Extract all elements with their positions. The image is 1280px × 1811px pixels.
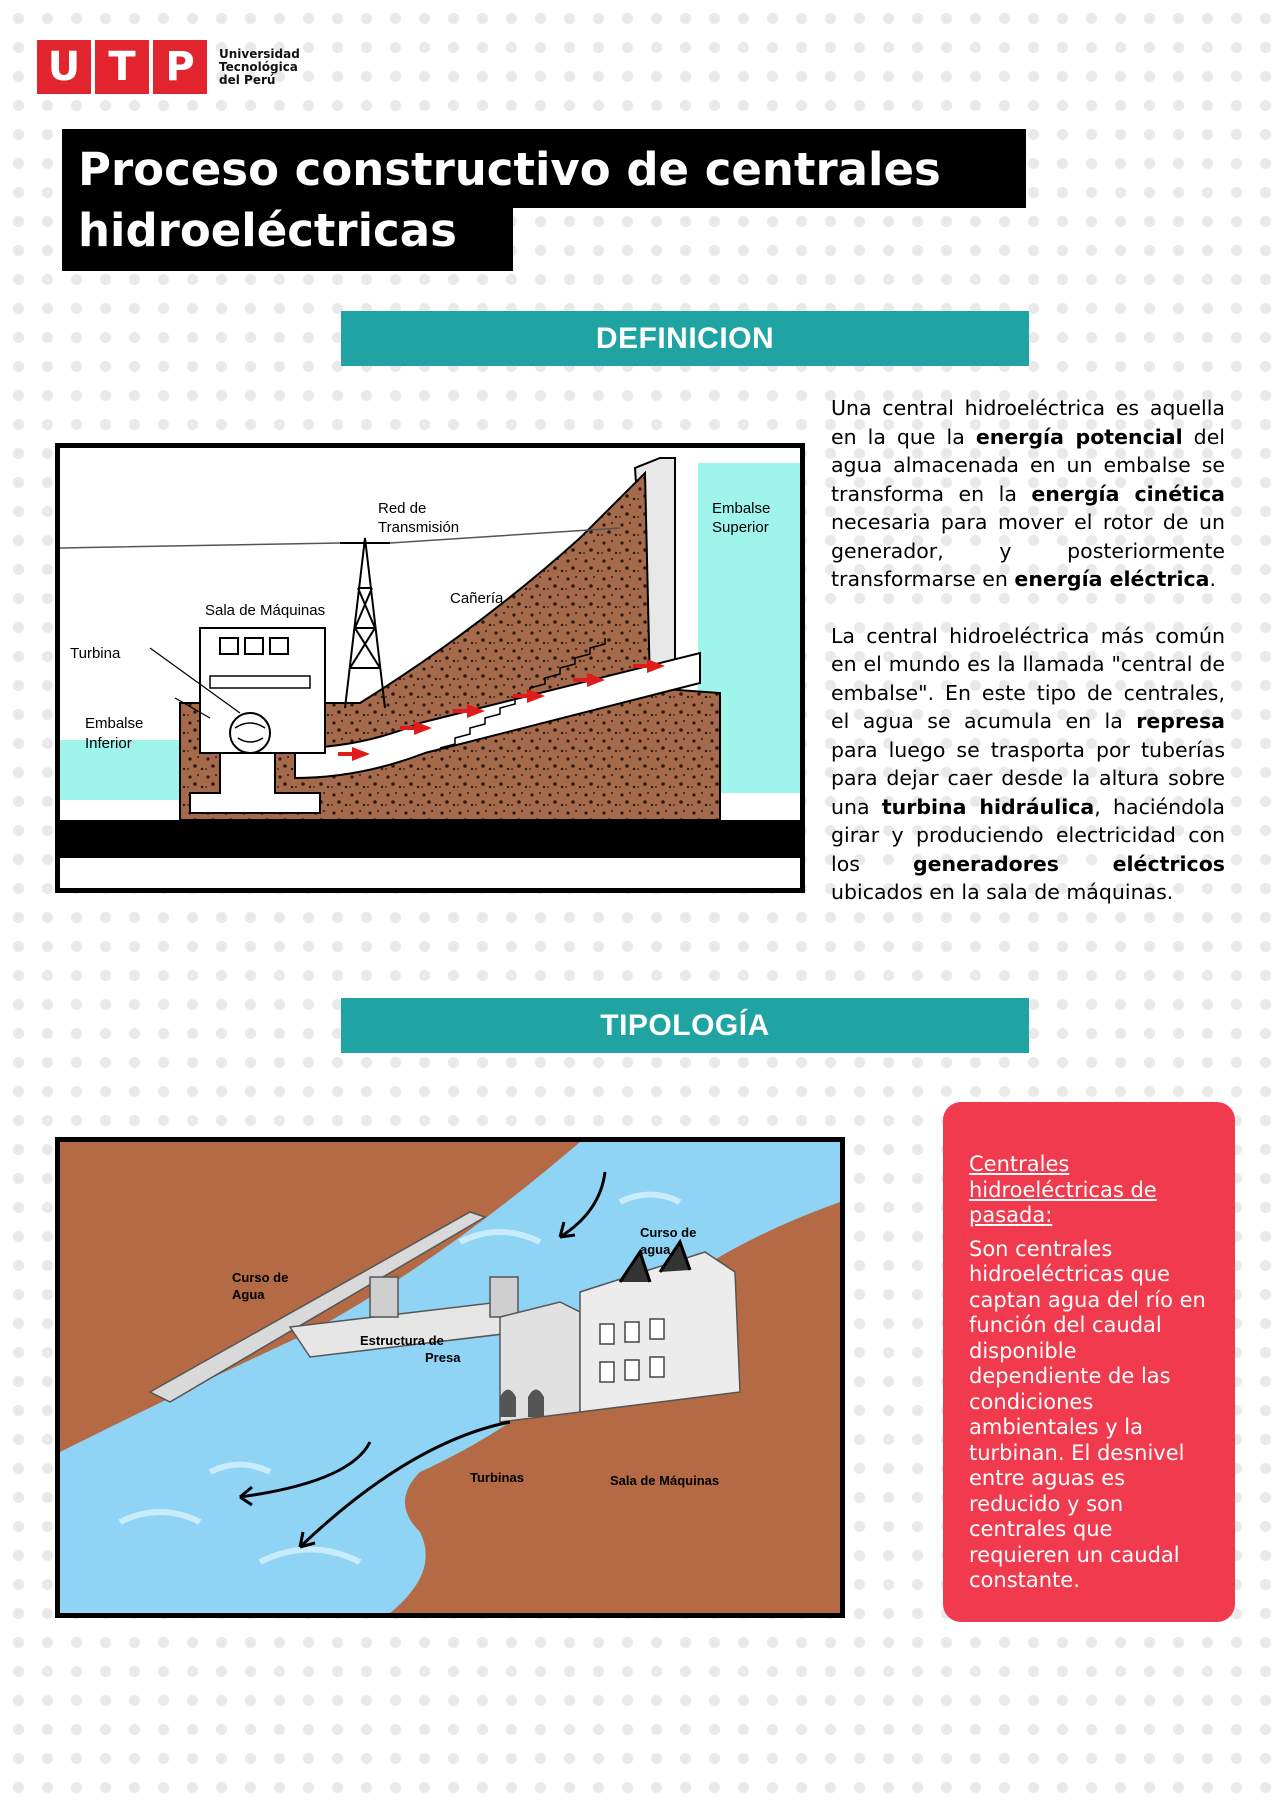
card-title-wrapper xyxy=(969,1152,1213,1229)
run-of-river-plant-figure xyxy=(55,1137,845,1618)
hydro-plant-cross-section-figure xyxy=(55,443,805,893)
definition-paragraph-2 xyxy=(831,622,1225,907)
bold-term: energía cinética xyxy=(1031,481,1225,506)
logo-letter-p: P xyxy=(153,40,207,94)
label-turbinas: Turbinas xyxy=(470,1470,524,1485)
run-of-river-diagram xyxy=(60,1142,840,1613)
text-segment: La central hidroeléctrica más común en el mundo es la llamada "central de embalse". En este tipo de centrales, el agua se acumula en la xyxy=(831,623,1225,733)
bold-term: turbina hidráulica xyxy=(881,794,1095,819)
card-title: Centrales hidroeléctricas de pasada xyxy=(969,1152,1157,1227)
hydro-plant-diagram xyxy=(60,448,800,888)
dam-pillar-2 xyxy=(490,1277,518,1317)
label-curso-agua-right-2: agua xyxy=(640,1242,671,1257)
label-caneria: Cañería xyxy=(450,590,504,607)
bold-term: energía eléctrica xyxy=(1014,567,1210,591)
page-title-line-1: Proceso constructivo de centrales xyxy=(62,129,1026,208)
text-segment: necesaria para mover el rotor de un generador, y posteriormente transformarse en xyxy=(831,510,1225,591)
text-segment: ubicados en la sala de máquinas. xyxy=(831,880,1174,904)
label-embalse-superior-2: Superior xyxy=(712,519,769,536)
ground-base xyxy=(60,820,800,858)
bold-term: generadores eléctricos xyxy=(912,851,1225,876)
text-segment: Una central hidroeléctrica es aquella en la que la xyxy=(831,396,1225,449)
transmission-tower xyxy=(340,538,390,708)
label-embalse-inferior-2: Inferior xyxy=(85,735,132,752)
label-curso-agua-left-1: Curso de xyxy=(232,1270,289,1285)
label-estructura-presa-2: Presa xyxy=(425,1350,461,1365)
definition-paragraph-1 xyxy=(831,394,1225,594)
label-red-transmision-1: Red de xyxy=(378,500,427,517)
logo-name-line-2: Tecnológica xyxy=(219,59,298,74)
card-title-colon: : xyxy=(1045,1203,1053,1227)
dam-pillar-1 xyxy=(370,1277,398,1317)
run-of-river-info-card xyxy=(943,1102,1235,1622)
label-curso-agua-left-2: Agua xyxy=(232,1287,265,1302)
section-header-typology: TIPOLOGÍA xyxy=(341,998,1029,1053)
label-sala-maquinas: Sala de Máquinas xyxy=(205,602,326,619)
utp-logo xyxy=(37,40,300,94)
turbine-shape xyxy=(230,713,270,753)
logo-letter-t: T xyxy=(95,40,149,94)
text-segment: . xyxy=(1209,567,1217,591)
definition-text xyxy=(831,394,1225,935)
page-title-line-2: hidroeléctricas xyxy=(62,204,513,271)
label-sala-maquinas-2: Sala de Máquinas xyxy=(610,1473,720,1488)
text-segment: del agua almacenada en un embalse se transforma en la xyxy=(831,424,1226,506)
logo-name-line-3: del Perú xyxy=(219,72,276,87)
label-estructura-presa-1: Estructura de xyxy=(360,1333,444,1348)
label-red-transmision-2: Transmisión xyxy=(378,519,460,536)
text-segment: para luego se trasporta por tuberías para dejar caer desde la altura sobre una xyxy=(831,737,1225,819)
text-segment: , haciéndola girar y produciendo electricidad con los xyxy=(831,794,1225,876)
logo-name-line-1: Universidad xyxy=(219,46,300,61)
logo-letter-u: U xyxy=(37,40,91,94)
card-body: Son centrales hidroeléctricas que captan agua del río en función del caudal disponible dependiente de las condiciones ambientales y la turbinan. El desnivel entre aguas es reducido y son centrales que requieren un caudal constante. xyxy=(969,1236,1206,1592)
bold-term: energía potencial xyxy=(975,424,1183,449)
logo-university-name xyxy=(219,48,300,87)
label-turbina: Turbina xyxy=(70,645,121,662)
label-embalse-superior-1: Embalse xyxy=(712,500,771,517)
label-embalse-inferior-1: Embalse xyxy=(85,715,144,732)
label-curso-agua-right-1: Curso de xyxy=(640,1225,697,1240)
bold-term: represa xyxy=(1136,709,1225,733)
transmission-line xyxy=(60,528,620,548)
section-header-definition: DEFINICION xyxy=(341,311,1029,366)
